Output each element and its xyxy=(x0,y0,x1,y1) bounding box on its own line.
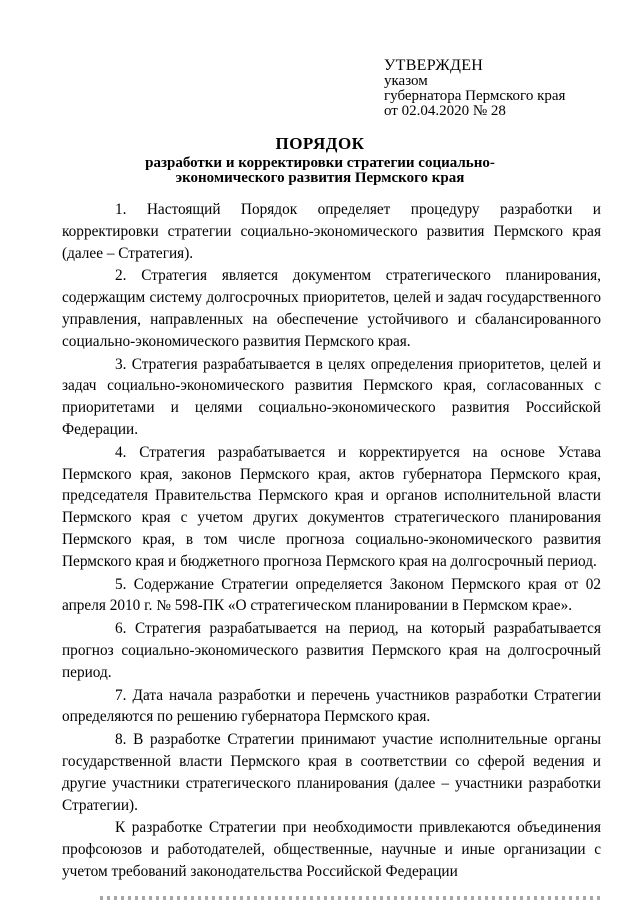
paragraph-6: 6. Стратегия разрабатывается на период, на который разрабатывается прогноз социально-экономического развития Пермского края на долгосрочный период. xyxy=(62,620,601,681)
document-subtitle xyxy=(120,156,520,186)
paragraph-5: 5. Содержание Стратегии определяется Законом Пермского края от 02 апреля 2010 г. № 598-ПК «О стратегическом планировании в Пермском крае». xyxy=(62,575,601,615)
document-subtitle-line-2: экономического развития Пермского края xyxy=(175,170,465,186)
paragraph-7: 7. Дата начала разработки и перечень участников разработки Стратегии определяются по решению губернатора Пермского края. xyxy=(62,686,601,726)
scan-bottom-edge xyxy=(100,896,600,900)
document-subtitle-line-1: разработки и корректировки стратегии социально- xyxy=(145,155,495,171)
paragraph-3: 3. Стратегия разрабатывается в целях определения приоритетов, целей и задач социально-экономического развития Пермского края, согласованных с приоритетами и целями социально-экономического развития Российской Федерации. xyxy=(62,355,601,438)
document-body xyxy=(62,199,601,884)
paragraph-8-continuation: К разработке Стратегии при необходимости привлекаются объединения профсоюзов и работодателей, общественные, научные и иные организации с учетом требований законодательства Российской Федерации xyxy=(62,819,601,880)
paragraph-4: 4. Стратегия разрабатывается и корректируется на основе Устава Пермского края, законов Пермского края, актов губернатора Пермского края, председателя Правительства Пермского края и органов исполнительной власти Пермского края с учетом других документов стратегического планирования Пермского края, в том числе прогноза социально-экономического развития Пермского края и бюджетного прогноза Пермского края на долгосрочный период. xyxy=(62,443,601,570)
approval-line-date-number: от 02.04.2020 № 28 xyxy=(384,103,506,119)
paragraph-1: 1. Настоящий Порядок определяет процедуру разработки и корректировки стратегии социально-экономического развития Пермского края (далее – Стратегия). xyxy=(62,201,601,262)
approval-stamp xyxy=(384,58,624,119)
paragraph-2: 2. Стратегия является документом стратегического планирования, содержащим систему долгосрочных приоритетов, целей и задач государственного управления, направленных на обеспечение устойчивого и сбалансированного социально-экономического развития Пермского края. xyxy=(62,267,601,350)
approval-line-governor: губернатора Пермского края xyxy=(384,88,566,104)
approval-line-decree: указом xyxy=(384,73,428,89)
approval-title: УТВЕРЖДЕН xyxy=(384,57,484,74)
paragraph-8: 8. В разработке Стратегии принимают участие исполнительные органы государственной власти Пермского края в соответствии со сферой ведения и другие участники стратегического планирования (далее – участники разработки Стратегии). xyxy=(62,731,601,814)
document-title: ПОРЯДОК xyxy=(275,134,365,153)
